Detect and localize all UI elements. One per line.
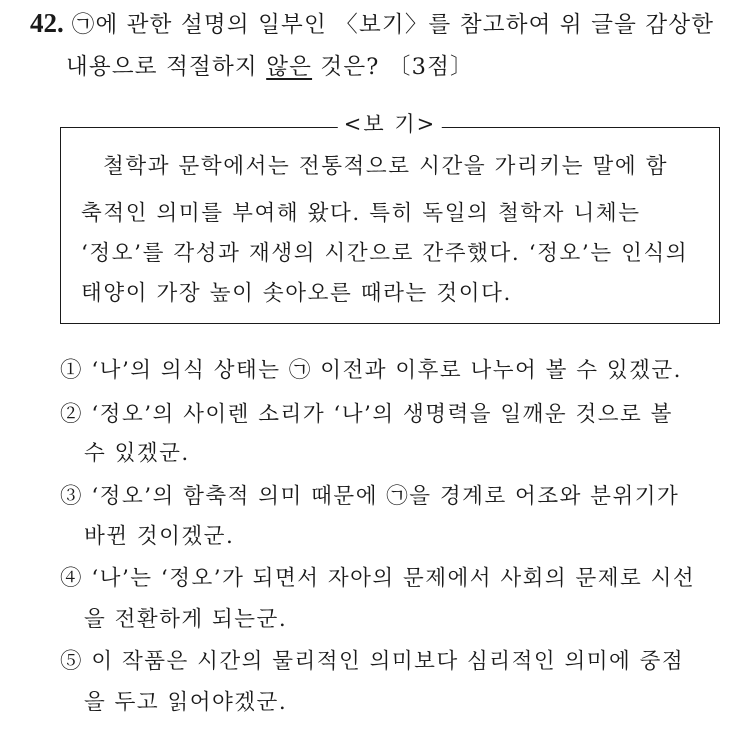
choice-2-continuation[interactable]: 수 있겠군. (84, 441, 190, 466)
bogi-line: 철학과 문학에서는 전통적으로 시간을 가리키는 말에 함 (103, 154, 669, 179)
choice-4-continuation[interactable]: 을 전환하게 되는군. (84, 607, 288, 632)
choice-3-continuation[interactable]: 바뀐 것이겠군. (84, 524, 235, 549)
question-stem-text-2a: 내용으로 적절하지 (66, 54, 267, 80)
choice-4[interactable]: ④ ‘나’는 ‘정오’가 되면서 자아의 문제에서 사회의 문제로 시선 (60, 566, 696, 591)
bogi-line: 태양이 가장 높이 솟아오른 때라는 것이다. (81, 281, 512, 306)
choice-1[interactable]: ① ‘나’의 의식 상태는 ㉠ 이전과 이후로 나누어 볼 수 있겠군. (60, 358, 682, 383)
choice-3[interactable]: ③ ‘정오’의 함축적 의미 때문에 ㉠을 경계로 어조와 분위기가 (60, 484, 680, 509)
choice-2[interactable]: ② ‘정오’의 사이렌 소리가 ‘나’의 생명력을 일깨운 것으로 볼 (60, 402, 673, 427)
question-stem-line-2 (66, 56, 474, 79)
bogi-title: <보 기> (338, 114, 442, 135)
bogi-line: ‘정오’를 각성과 재생의 시간으로 간주했다. ‘정오’는 인식의 (81, 241, 689, 266)
question-stem-text-1: ㉠에 관한 설명의 일부인 〈보기〉를 참고하여 위 글을 감상한 (71, 12, 715, 38)
choice-5-continuation[interactable]: 을 두고 읽어야겠군. (84, 690, 288, 715)
question-number: 42. (30, 8, 64, 38)
question-stem-text-2b: 것은? 〔3점〕 (312, 54, 474, 80)
choice-5[interactable]: ⑤ 이 작품은 시간의 물리적인 의미보다 심리적인 의미에 중점 (60, 649, 685, 674)
bogi-box (60, 112, 720, 324)
question-stem-underlined: 않은 (266, 54, 313, 80)
bogi-line: 축적인 의미를 부여해 왔다. 특히 독일의 철학자 니체는 (81, 201, 641, 226)
question-stem-line-1 (30, 10, 714, 37)
